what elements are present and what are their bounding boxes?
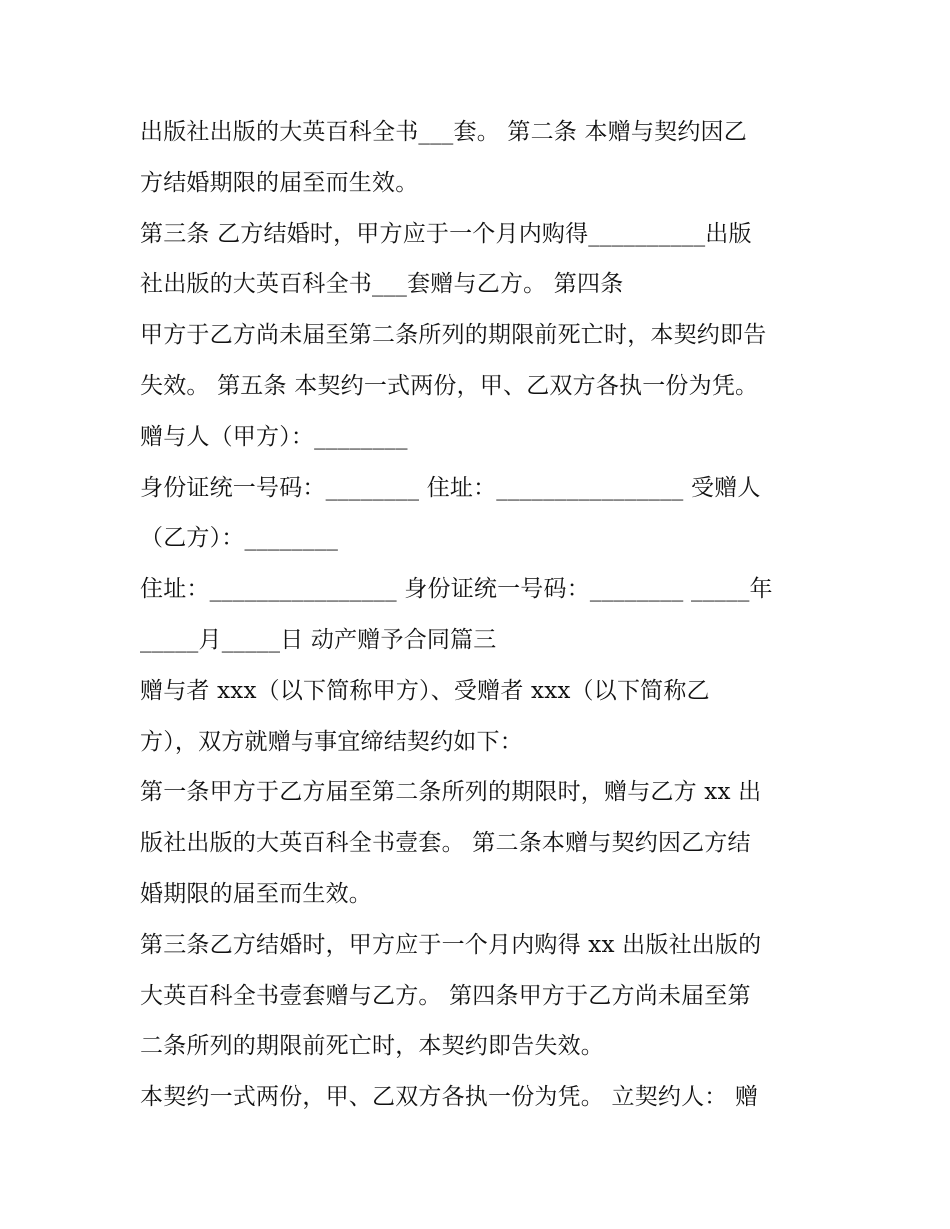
text-line: 出版社出版的大英百科全书___套。 第二条 本赠与契约因乙	[140, 119, 747, 145]
text-line: 赠与者 xxx（以下简称甲方）、受赠者 xxx（以下简称乙	[140, 677, 710, 704]
text-line: 版社出版的大英百科全书壹套。 第二条本赠与契约因乙方结	[140, 830, 751, 857]
text-line: 失效。 第五条 本契约一式两份，甲、乙双方各执一份为凭。	[140, 372, 759, 399]
text-line: 本契约一式两份，甲、乙双方各执一份为凭。 立契约人： 赠	[140, 1084, 759, 1111]
text-line: 第三条 乙方结婚时，甲方应于一个月内购得__________出版	[140, 220, 752, 247]
text-line: 住址：________________ 身份证统一号码：________ _____年	[140, 576, 773, 603]
text-line: （乙方）：________	[140, 525, 339, 552]
text-line: 第一条甲方于乙方届至第二条所列的期限时，赠与乙方 xx 出	[140, 779, 762, 806]
text-line: 方结婚期限的届至而生效。	[140, 169, 419, 196]
text-line: 社出版的大英百科全书___套赠与乙方。 第四条	[140, 271, 624, 298]
text-line: _____月_____日 动产赠予合同篇三	[140, 626, 497, 653]
text-line: 赠与人（甲方）：________	[140, 423, 408, 450]
text-line: 第三条乙方结婚时，甲方应于一个月内购得 xx 出版社出版的	[140, 931, 762, 958]
text-line: 大英百科全书壹套赠与乙方。 第四条甲方于乙方尚未届至第	[140, 982, 751, 1009]
document-body	[140, 107, 830, 1123]
text-line: 甲方于乙方尚未届至第二条所列的期限前死亡时，本契约即告	[140, 322, 767, 349]
text-line: 婚期限的届至而生效。	[140, 880, 372, 907]
text-line: 方），双方就赠与事宜缔结契约如下：	[140, 728, 523, 755]
text-line: 二条所列的期限前死亡时，本契约即告失效。	[140, 1033, 604, 1060]
text-line: 身份证统一号码：________ 住址：________________ 受赠人	[140, 474, 761, 501]
